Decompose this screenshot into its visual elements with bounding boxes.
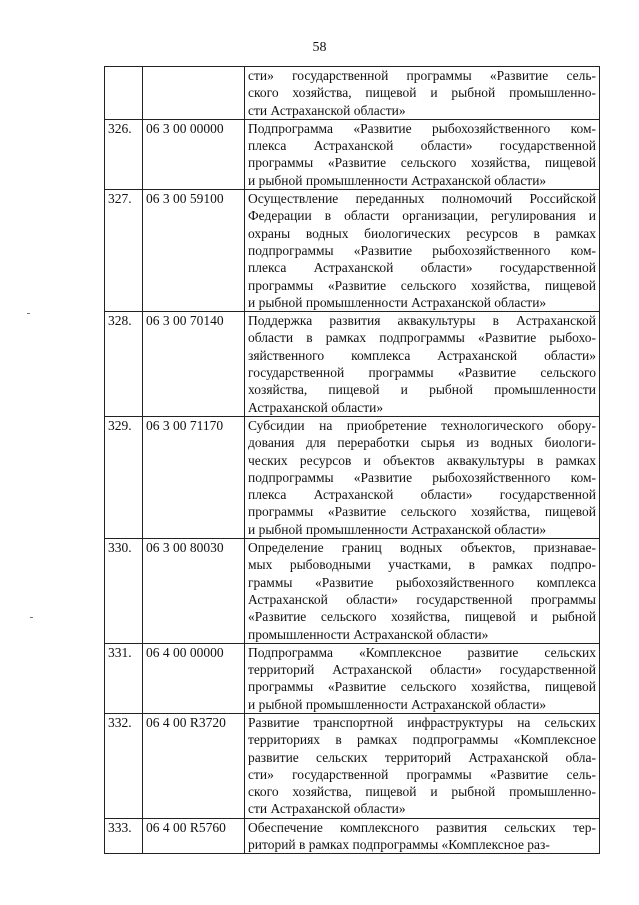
page-number: 58 xyxy=(312,40,327,55)
description-line: программы «Развитие сельского хозяйства, пищевой xyxy=(248,277,596,293)
description-line: охраны водных биологических ресурсов в рамках xyxy=(248,225,596,241)
description-line: сти Астраханской области» xyxy=(248,801,406,817)
description-line: граммы «Развитие рыбохозяйственного комплекса xyxy=(248,574,596,590)
description-line: плекса Астраханской области» государственной xyxy=(248,487,596,503)
description-line: и рыбной промышленности Астраханской области» xyxy=(248,172,547,188)
item-description xyxy=(245,67,600,120)
description-line: программы «Развитие сельского хозяйства, пищевой xyxy=(248,504,596,520)
description-line: мых рыбоводными участками, в рамках подпро- xyxy=(248,557,596,573)
description-line: плекса Астраханской области» государственной xyxy=(248,260,596,276)
item-description xyxy=(245,312,600,417)
row-number xyxy=(105,67,143,120)
description-line: подпрограммы «Развитие рыбохозяйственного ком- xyxy=(248,469,596,485)
classification-code: 06 3 00 00000 xyxy=(143,119,245,189)
description-line: Федерации в области организации, регулирования и xyxy=(248,208,596,224)
table-row xyxy=(105,119,600,189)
row-number: 328. xyxy=(105,312,143,417)
table-row xyxy=(105,312,600,417)
row-number: 329. xyxy=(105,416,143,538)
description-line: плекса Астраханской области» государственной xyxy=(248,138,596,154)
table-row xyxy=(105,190,600,312)
row-number: 330. xyxy=(105,539,143,644)
scan-speck xyxy=(30,617,33,618)
description-line: Астраханской области» государственной программы xyxy=(248,591,596,607)
classification-code: 06 4 00 00000 xyxy=(143,643,245,713)
classification-code: 06 3 00 70140 xyxy=(143,312,245,417)
row-number: 333. xyxy=(105,818,143,854)
description-line: Определение границ водных объектов, признавае- xyxy=(248,540,596,556)
description-line: территориях в рамках подпрограммы «Комплексное xyxy=(248,732,596,748)
description-line: риторий в рамках подпрограммы «Комплексное раз- xyxy=(248,837,550,853)
description-line: Обеспечение комплексного развития сельских тер- xyxy=(248,819,596,835)
description-line: ского хозяйства, пищевой и рыбной промышленно- xyxy=(248,85,596,101)
classification-code xyxy=(143,67,245,120)
description-line: и рыбной промышленности Астраханской области» xyxy=(248,294,547,310)
description-line: Поддержка развития аквакультуры в Астраханской xyxy=(248,313,596,329)
description-line: «Развитие сельского хозяйства, пищевой и рыбной xyxy=(248,609,596,625)
item-description xyxy=(245,119,600,189)
classification-code: 06 3 00 80030 xyxy=(143,539,245,644)
item-description xyxy=(245,643,600,713)
item-description xyxy=(245,818,600,854)
row-number: 326. xyxy=(105,119,143,189)
description-line: сти» государственной программы «Развитие сель- xyxy=(248,766,596,782)
description-line: и рыбной промышленности Астраханской области» xyxy=(248,696,547,712)
description-line: дования для переработки сырья из водных биологи- xyxy=(248,435,596,451)
table-row xyxy=(105,643,600,713)
description-line: зяйственного комплекса Астраханской области» xyxy=(248,347,596,363)
table-row xyxy=(105,416,600,538)
item-description xyxy=(245,539,600,644)
description-line: Осуществление переданных полномочий Российской xyxy=(248,191,596,207)
description-line: подпрограммы «Развитие рыбохозяйственного ком- xyxy=(248,242,596,258)
description-line: Развитие транспортной инфраструктуры на сельских xyxy=(248,714,596,730)
description-line: государственной программы «Развитие сельского xyxy=(248,365,596,381)
description-line: ческих ресурсов и объектов аквакультуры в рамках xyxy=(248,452,596,468)
description-line: Субсидии на приобретение технологического обору- xyxy=(248,417,596,433)
description-line: Астраханской области» xyxy=(248,399,384,415)
row-number: 327. xyxy=(105,190,143,312)
scan-speck xyxy=(27,313,30,314)
table-row xyxy=(105,67,600,120)
description-line: Подпрограмма «Развитие рыбохозяйственного ком- xyxy=(248,120,596,136)
classification-code: 06 4 00 R3720 xyxy=(143,713,245,818)
description-line: развитие сельских территорий Астраханской обла- xyxy=(248,749,596,765)
item-description xyxy=(245,416,600,538)
budget-codes-table xyxy=(104,66,600,854)
description-line: программы «Развитие сельского хозяйства, пищевой xyxy=(248,155,596,171)
item-description xyxy=(245,713,600,818)
description-line: хозяйства, пищевой и рыбной промышленности xyxy=(248,382,596,398)
classification-code: 06 4 00 R5760 xyxy=(143,818,245,854)
item-description xyxy=(245,190,600,312)
description-line: области в рамках подпрограммы «Развитие рыбохо- xyxy=(248,330,596,346)
description-line: Подпрограмма «Комплексное развитие сельских xyxy=(248,644,596,660)
row-number: 331. xyxy=(105,643,143,713)
classification-code: 06 3 00 71170 xyxy=(143,416,245,538)
description-line: сти» государственной программы «Развитие сель- xyxy=(248,68,596,83)
table-row xyxy=(105,539,600,644)
classification-code: 06 3 00 59100 xyxy=(143,190,245,312)
description-line: промышленности Астраханской области» xyxy=(248,626,489,642)
description-line: программы «Развитие сельского хозяйства, пищевой xyxy=(248,679,596,695)
row-number: 332. xyxy=(105,713,143,818)
table-row xyxy=(105,713,600,818)
description-line: ского хозяйства, пищевой и рыбной промышленно- xyxy=(248,784,596,800)
description-line: и рыбной промышленности Астраханской области» xyxy=(248,521,547,537)
table-row xyxy=(105,818,600,854)
description-line: территорий Астраханской области» государственной xyxy=(248,662,596,678)
description-line: сти Астраханской области» xyxy=(248,102,406,118)
